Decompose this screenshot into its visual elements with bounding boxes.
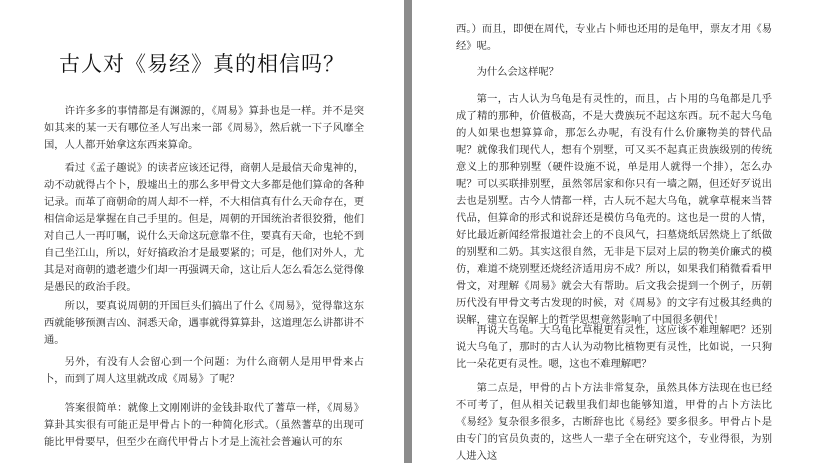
right-paragraph-1: 西。）而且，即便在周代，专业占卜师也还用的是龟甲，票友才用《易经》呢。 [456, 23, 772, 52]
left-paragraph-2: 看过《孟子趣说》的读者应该还记得，商朝人是最信天命鬼神的，动不动就得占个卜，殷墟出土的那么多甲骨文大多都是他们算命的各种记录。而革了商朝命的周人却不一样，不大相信真有什么天命存在，更相信命运是掌握在自己手里的。但是，周朝的开国统治者很狡猾，他们对自己人一再叮嘱，说什么天命这玩意靠不住，要真有天命，也轮不到自己坐江山，所以，好好搞政治才是最要紧的；可是，他们对外人，尤其是对商朝的遗老遗少们却一再强调天命，这让后人怎么看怎么觉得像是愚民的政治手段。 [44, 162, 364, 293]
right-paragraph-3: 第一，古人认为乌龟是有灵性的，而且，占卜用的乌龟都是几乎成了精的那种，价值极高，不是大费族玩不起这东西。玩不起大乌龟的人如果也想算算命，那怎么办呢，有没有什么价廉物美的替代品呢？就像我们现代人，想有个别墅，可又买不起真正贵族级别的传统意义上的那种别墅（硬件设施不说，单是用人就得一个排），怎么办呢？可以买联排别墅，虽然邻居家和你只有一墙之隔，但还好歹说出去也是别墅。古今人情都一样，古人玩不起大乌龟，就拿草棍来当替代品，但算命的形式和说辞还是模仿乌龟壳的。这也是一贯的人情，好比最近新闻经常报道社会上的不良风气，扫墓烧纸居然烧上了纸做的别墅和二奶。其实这很自然，无非是下层对上层的物美价廉式的模仿，难道不烧别墅还烧经济适用房不成？所以，如果我们稍微看看甲骨文，对理解《周易》就会大有帮助。后文我会提到一个例子，历朝历代没有甲骨文考古发现的时候，对《周易》的文字有过极其经典的误解，建立在误解上的哲学思想竟然影响了中国很多朝代！ [456, 93, 772, 326]
left-paragraph-3: 所以，要真说周朝的开国巨头们搞出了什么《周易》，觉得靠这东西就能够预测吉凶、洞悉天命，遇事就得算算卦，这道理怎么讲都讲不通。 [44, 300, 364, 346]
right-paragraph-4: 再说大乌龟。大乌龟比草棍更有灵性，这应该不难理解吧？还别说大乌龟了，那时的古人认为动物比植物更有灵性，比如说，一只狗比一朵花更有灵性。嗯，这也不难理解吧？ [456, 324, 772, 370]
left-paragraph-5: 答案很简单：就像上文刚刚讲的金钱卦取代了蓍草一样，《周易》算卦其实很有可能正是甲骨占卜的一种简化形式。（虽然蓍草的出现可能比甲骨要早，但至少在商代甲骨占卜才是上流社会普遍认可的东 [44, 402, 364, 448]
left-page [0, 0, 404, 463]
page-title: 古人对《易经》真的相信吗？ [59, 52, 345, 76]
left-paragraph-1: 许许多多的事情都是有渊源的，《周易》算卦也是一样。并不是突如其来的某一天有哪位圣人写出来一部《周易》，然后就一下子风靡全国，人人都开始拿这东西来算命。 [44, 105, 364, 151]
right-paragraph-2: 为什么会这样呢？ [476, 66, 559, 78]
right-paragraph-5: 第二点是，甲骨的占卜方法非常复杂，虽然具体方法现在也已经不可考了，但从相关记载里我们却也能够知道，甲骨的占卜方法比《易经》复杂很多很多，古断辞也比《易经》要多很多。甲骨占卜是由专门的官员负责的，这些人一辈子全在研究这个，专业得很，为别人进入这 [456, 382, 772, 462]
left-paragraph-4: 另外，有没有人会留心到一个问题：为什么商朝人是用甲骨来占卜，而到了周人这里就改成《周易》了呢？ [44, 356, 364, 385]
book-spine [404, 0, 412, 463]
